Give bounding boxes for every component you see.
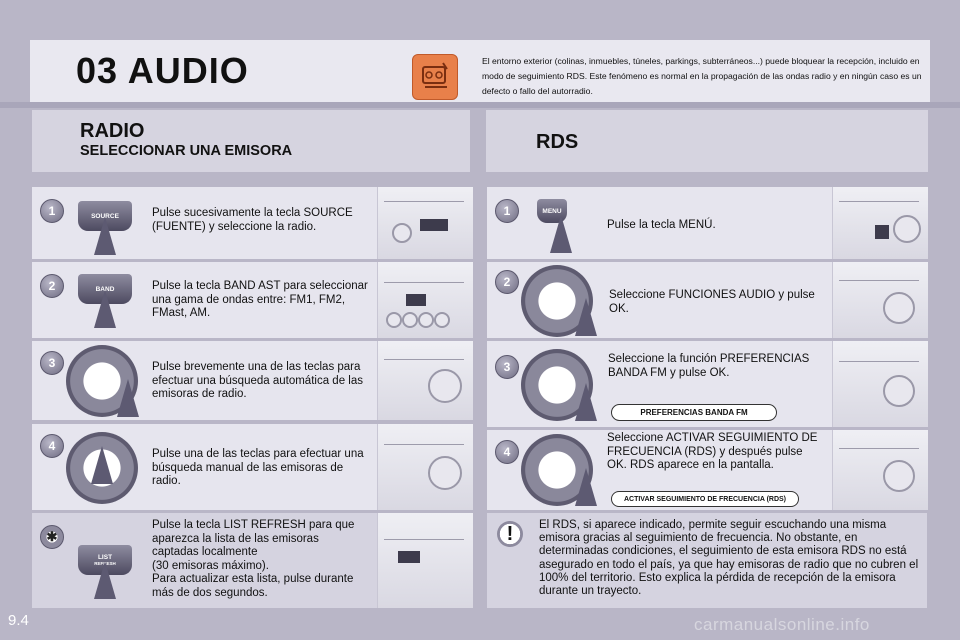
- radio-panel-photo: [377, 513, 473, 608]
- step-number: 2: [495, 270, 519, 294]
- rds-step-3: [487, 341, 927, 427]
- step-number: 4: [495, 440, 519, 464]
- radio-step-1: [32, 187, 472, 259]
- step-number: 1: [40, 199, 64, 223]
- warning-text: El RDS, si aparece indicado, permite seguir escuchando una misma emisora gracias al seguimiento de frecuencia. No obstante, en determinadas condiciones, el seguimiento de esta emisora RDS no está asegurado en todo el país, ya que hay emisoras de radio que no cubren el 100% del territorio. Esto explica la pérdida de recepción de la emisora durante un trayecto.: [539, 519, 919, 598]
- step-text: Pulse la tecla MENÚ.: [607, 219, 716, 231]
- press-arrow-icon: [550, 215, 572, 253]
- menu-key-icon: MENU: [537, 199, 567, 223]
- step-number: 1: [495, 199, 519, 223]
- radio-step-2: [32, 262, 472, 338]
- source-key-icon: SOURCE: [78, 201, 132, 231]
- step-text: Seleccione la función PREFERENCIAS BANDA FM y pulse OK.: [608, 353, 810, 379]
- page-number: 9.4: [8, 612, 29, 629]
- step-text: Seleccione FUNCIONES AUDIO y pulse OK.: [609, 289, 815, 315]
- press-arrow-icon: [575, 383, 597, 421]
- rds-step-1: [487, 187, 927, 259]
- warning-icon: !: [497, 521, 523, 547]
- radio-tip-box: [32, 513, 472, 608]
- radio-step-4: [32, 424, 472, 510]
- rds-step-2: [487, 262, 927, 338]
- radio-title: RADIO: [80, 120, 145, 142]
- press-arrow-icon: [117, 379, 139, 417]
- radio-panel-photo: [832, 187, 928, 259]
- rds-step-4: [487, 430, 927, 510]
- sun-icon: ✱: [40, 525, 64, 549]
- intro-text: El entorno exterior (colinas, inmuebles, túneles, parkings, subterráneos...) puede bloquear la recepción, incluido en modo de seguimiento RDS. Este fenómeno es normal en la propagación de las ondas radio y en ningún caso es un defecto o fallo del autorradio.: [482, 56, 922, 96]
- step-number: 3: [40, 351, 64, 375]
- radio-panel-photo: [377, 341, 473, 420]
- radio-panel-photo: [377, 262, 473, 338]
- press-arrow-icon: [94, 561, 116, 599]
- watermark-text: carmanualsonline.info: [694, 615, 870, 634]
- press-arrow-icon: [91, 446, 113, 484]
- radio-panel-photo: [377, 424, 473, 510]
- header-divider: [0, 102, 960, 108]
- audio-chapter-icon: [412, 54, 458, 100]
- press-arrow-icon: [575, 298, 597, 336]
- step-text: Pulse la tecla BAND AST para seleccionar una gama de ondas entre: FM1, FM2, FMast, AM.: [152, 280, 368, 319]
- radio-panel-photo: [832, 430, 928, 510]
- activar-seguimiento-label: ACTIVAR SEGUIMIENTO DE FRECUENCIA (RDS): [611, 491, 799, 507]
- tip-text: Pulse la tecla LIST REFRESH para que aparezca la lista de las emisoras captadas localmente (30 emisoras máximo). Para actualizar esta lista, pulse durante más de dos segundos.: [152, 519, 355, 599]
- press-arrow-icon: [94, 217, 116, 255]
- press-arrow-icon: [575, 468, 597, 506]
- rds-warning-box: [487, 513, 927, 608]
- list-refresh-key-icon: LIST REFRESH: [78, 545, 132, 575]
- step-number: 2: [40, 274, 64, 298]
- radio-panel-photo: [832, 341, 928, 427]
- radio-panel-photo: [832, 262, 928, 338]
- step-number: 3: [495, 355, 519, 379]
- preferencias-banda-fm-label: PREFERENCIAS BANDA FM: [611, 404, 777, 421]
- step-text: Seleccione ACTIVAR SEGUIMIENTO DE FRECUENCIA (RDS) y después pulse OK. RDS aparece en la pantalla.: [607, 432, 818, 471]
- radio-panel-photo: [377, 187, 473, 259]
- step-text: Pulse sucesivamente la tecla SOURCE (FUENTE) y seleccione la radio.: [152, 207, 353, 233]
- radio-subtitle: SELECCIONAR UNA EMISORA: [80, 143, 293, 159]
- band-key-icon: BAND: [78, 274, 132, 304]
- step-text: Pulse brevemente una de las teclas para efectuar una búsqueda automática de las emisoras de radio.: [152, 361, 363, 400]
- press-arrow-icon: [94, 290, 116, 328]
- chapter-title: 03 AUDIO: [76, 50, 249, 91]
- radio-step-3: [32, 341, 472, 420]
- rds-title: RDS: [536, 131, 579, 153]
- step-number: 4: [40, 434, 64, 458]
- step-text: Pulse una de las teclas para efectuar una búsqueda manual de las emisoras de radio.: [152, 448, 364, 487]
